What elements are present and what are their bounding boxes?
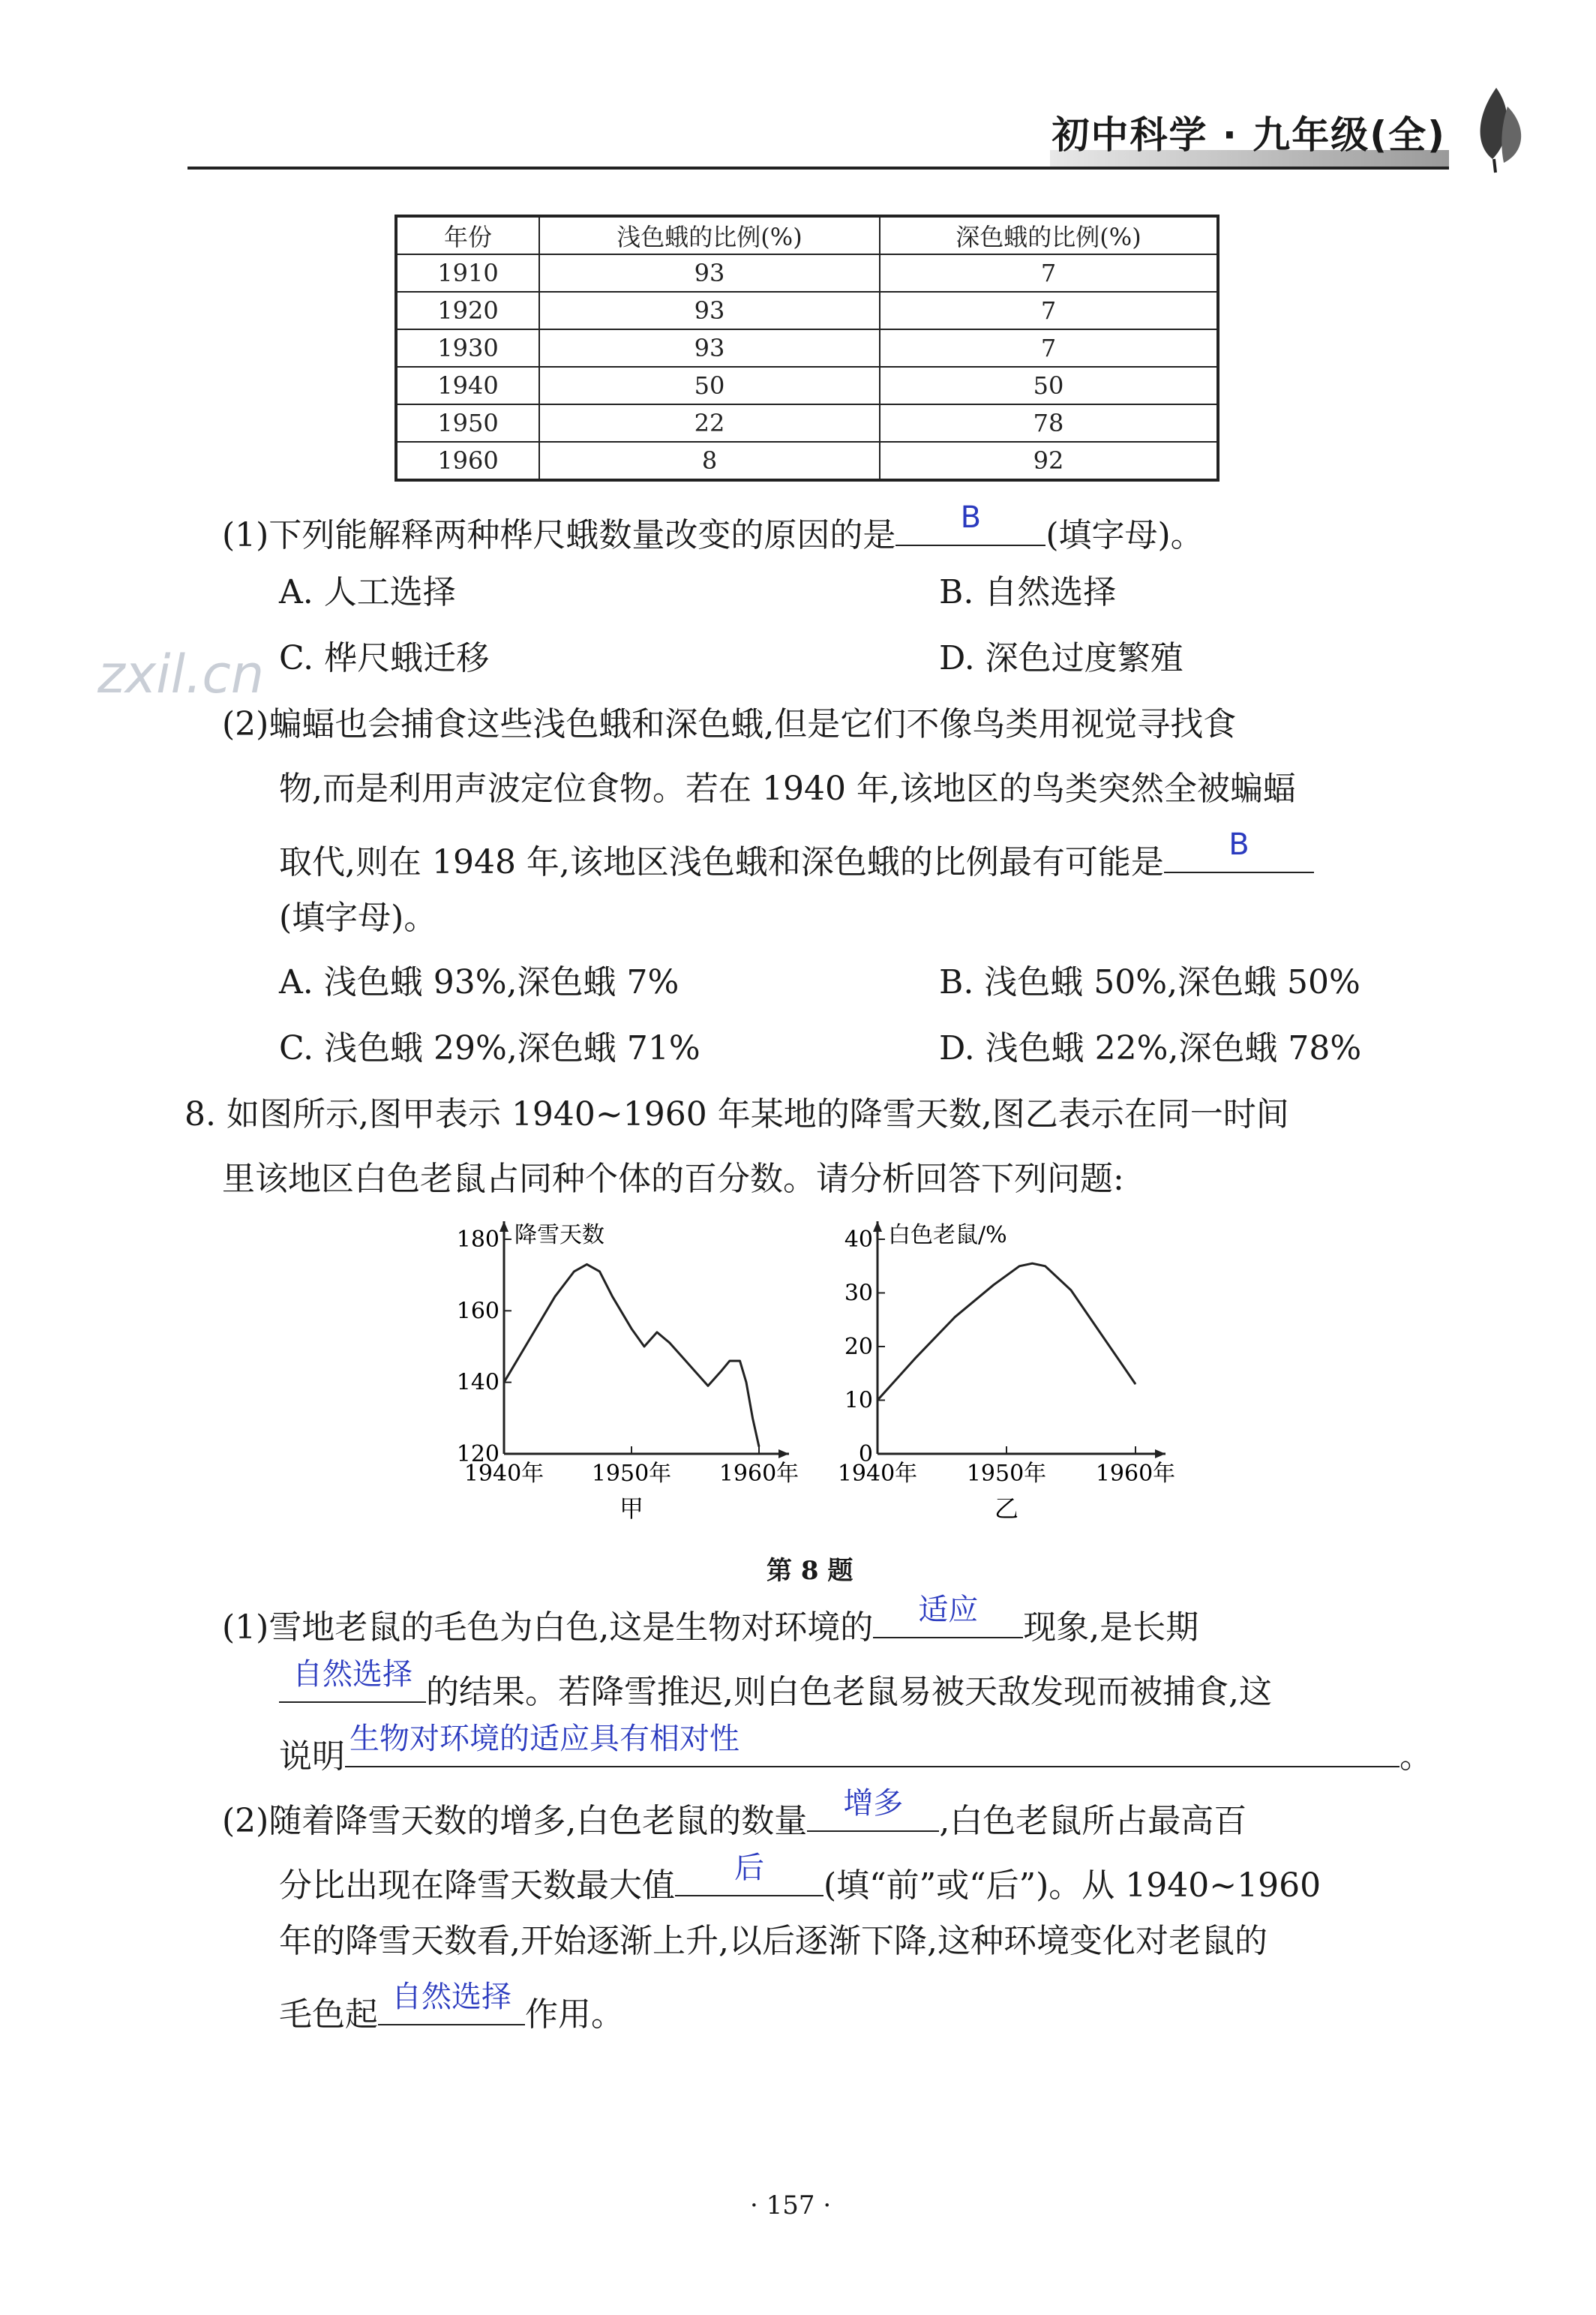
q8-part2-answer1: 增多 <box>843 1786 904 1821</box>
chart-title: 甲 <box>619 1494 644 1523</box>
q8-part1-l2-suffix: 的结果。若降雪推迟,则白色老鼠易被天敌发现而被捕食,这 <box>426 1673 1272 1711</box>
q8-part2-line4 <box>279 1980 624 2036</box>
data-point <box>586 1264 587 1265</box>
q8-part1-l1-prefix: (1)雪地老鼠的毛色为白色,这是生物对环境的 <box>222 1608 874 1647</box>
q8-part2-l4-suffix: 作用。 <box>525 1995 624 2034</box>
x-tick-label: 1960年 <box>718 1461 800 1487</box>
data-point <box>1122 1365 1123 1366</box>
q8-line1: 8. 如图所示,图甲表示 1940~1960 年某地的降雪天数,图乙表示在同一时间 <box>184 1095 1289 1133</box>
table-cell: 78 <box>880 404 1218 442</box>
x-tick-label: 1950年 <box>591 1461 672 1487</box>
page-number: · 157 · <box>750 2190 832 2220</box>
table-cell: 93 <box>539 254 880 292</box>
figure-caption: 第 8 题 <box>766 1556 854 1586</box>
header-dark-moth: 深色蛾的比例(%) <box>880 216 1218 254</box>
q8-part2-l2-prefix: 分比出现在降雪天数最大值 <box>279 1866 675 1905</box>
header-year: 年份 <box>396 216 539 254</box>
data-point <box>555 1296 556 1297</box>
y-tick-label: 0 <box>858 1441 873 1467</box>
table-cell: 7 <box>880 254 1218 292</box>
q7-part1-question <box>222 500 1204 557</box>
x-axis-arrow <box>778 1449 789 1458</box>
series-line <box>878 1263 1136 1400</box>
header-light-moth: 浅色蛾的比例(%) <box>539 216 880 254</box>
chart-title: 乙 <box>994 1494 1019 1523</box>
series-line <box>504 1264 759 1446</box>
q7-part2-line4: (填字母)。 <box>279 899 437 937</box>
y-axis-label: 白色老鼠/% <box>888 1222 1007 1248</box>
x-tick-label: 1940年 <box>837 1461 918 1487</box>
answer-blank <box>807 1786 939 1832</box>
data-point <box>682 1357 683 1358</box>
q7-part1-suffix: (填字母)。 <box>1046 516 1204 554</box>
q8-part1-l1-suffix: 现象,是长期 <box>1023 1608 1199 1647</box>
q8-part2-l2-suffix: (填“前”或“后”)。从 1940~1960 <box>824 1866 1322 1905</box>
y-tick-label: 140 <box>456 1369 500 1396</box>
table-cell: 93 <box>539 329 880 367</box>
option-c: C. 浅色蛾 29%,深色蛾 71% <box>279 1029 700 1067</box>
option-a: A. 浅色蛾 93%,深色蛾 7% <box>279 963 680 1001</box>
table-row <box>396 254 1218 292</box>
answer-blank <box>378 1980 525 2025</box>
table-cell: 22 <box>539 404 880 442</box>
table-cell: 1910 <box>396 254 539 292</box>
data-point <box>752 1418 753 1419</box>
x-tick-label: 1940年 <box>464 1461 544 1487</box>
option-a: A. 人工选择 <box>279 573 456 611</box>
q8-part2-line3: 年的降雪天数看,开始逐渐上升,以后逐渐下降,这种环境变化对老鼠的 <box>279 1922 1268 1960</box>
table-cell: 7 <box>880 292 1218 329</box>
header-rule <box>188 167 1449 170</box>
y-tick-label: 120 <box>456 1441 500 1467</box>
y-tick-label: 20 <box>844 1334 873 1360</box>
leaf-logo-icon <box>1462 84 1530 174</box>
data-point <box>612 1296 613 1297</box>
q7-part2-line3-text: 取代,则在 1948 年,该地区浅色蛾和深色蛾的比例最有可能是 <box>279 843 1164 881</box>
table-row <box>396 442 1218 480</box>
q8-part1-answer1: 适应 <box>918 1593 979 1627</box>
x-axis-arrow <box>1155 1449 1166 1458</box>
q8-part1-answer2: 自然选择 <box>292 1657 412 1692</box>
snow-days-chart <box>442 1214 818 1536</box>
moth-ratio-table <box>394 215 1220 482</box>
answer-blank <box>345 1722 1400 1767</box>
q8-part2-answer3: 自然选择 <box>392 1980 512 2014</box>
q8-part2-answer2: 后 <box>734 1851 764 1885</box>
table-cell: 1940 <box>396 367 539 404</box>
data-point <box>729 1361 730 1362</box>
data-point <box>504 1382 505 1383</box>
q8-part2-line2 <box>279 1851 1322 1907</box>
answer-blank <box>1164 827 1314 873</box>
option-c: C. 桦尺蛾迁移 <box>279 639 490 677</box>
table-row <box>396 367 1218 404</box>
option-b: B. 浅色蛾 50%,深色蛾 50% <box>939 963 1360 1001</box>
q7-part2-answer: B <box>1228 827 1250 862</box>
q8-part2-line1 <box>222 1786 1247 1842</box>
q8-part2-l4-prefix: 毛色起 <box>279 1995 378 2034</box>
table-row <box>396 404 1218 442</box>
answer-blank <box>279 1657 426 1703</box>
option-b: B. 自然选择 <box>939 573 1117 611</box>
q8-part1-line3 <box>279 1722 1432 1778</box>
q7-part1-prefix: (1)下列能解释两种桦尺蛾数量改变的原因的是 <box>222 516 896 554</box>
table-cell: 7 <box>880 329 1218 367</box>
q8-part1-l3-suffix: 。 <box>1400 1737 1432 1776</box>
table-cell: 92 <box>880 442 1218 480</box>
q8-part1-l3-prefix: 说明 <box>279 1737 345 1776</box>
y-tick-label: 10 <box>844 1387 873 1414</box>
data-point <box>1096 1327 1097 1328</box>
q8-part1-answer3: 生物对环境的适应具有相对性 <box>350 1722 740 1756</box>
data-point <box>746 1382 747 1383</box>
data-point <box>993 1284 994 1285</box>
q8-part2-l1-suffix: ,白色老鼠所占最高百 <box>939 1802 1247 1840</box>
table-cell: 1930 <box>396 329 539 367</box>
y-tick-label: 160 <box>456 1298 500 1325</box>
data-point <box>599 1271 600 1272</box>
data-point <box>1032 1263 1033 1264</box>
watermark: zxil.cn <box>98 644 265 705</box>
table-row <box>396 292 1218 329</box>
data-point <box>759 1446 760 1447</box>
q7-part2-line1: (2)蝙蝠也会捕食这些浅色蛾和深色蛾,但是它们不像鸟类用视觉寻找食 <box>222 705 1237 743</box>
y-tick-label: 180 <box>456 1227 500 1253</box>
q8-part1-line1 <box>222 1593 1199 1649</box>
table-header-row <box>396 216 1218 254</box>
q7-part1-answer: B <box>960 500 982 535</box>
answer-blank <box>873 1593 1023 1638</box>
y-axis-arrow <box>873 1221 882 1232</box>
option-d: D. 浅色蛾 22%,深色蛾 78% <box>939 1029 1362 1067</box>
y-tick-label: 40 <box>844 1227 873 1253</box>
table-cell: 8 <box>539 442 880 480</box>
answer-blank <box>896 500 1046 546</box>
y-tick-label: 30 <box>844 1280 873 1307</box>
data-point <box>721 1371 722 1372</box>
white-mouse-chart <box>818 1214 1208 1536</box>
table-row <box>396 329 1218 367</box>
q8-line2: 里该地区白色老鼠占同种个体的百分数。请分析回答下列问题: <box>222 1160 1124 1198</box>
answer-blank <box>675 1851 824 1896</box>
q7-part2-line3 <box>279 827 1314 884</box>
table-cell: 50 <box>539 367 880 404</box>
q8-part2-l1-prefix: (2)随着降雪天数的增多,白色老鼠的数量 <box>222 1802 808 1840</box>
y-axis-label: 降雪天数 <box>514 1222 604 1248</box>
header-title: 初中科学 · 九年级(全) <box>1052 113 1446 157</box>
q8-part1-line2 <box>279 1657 1272 1713</box>
table-cell: 1950 <box>396 404 539 442</box>
option-d: D. 深色过度繁殖 <box>939 639 1184 677</box>
x-tick-label: 1960年 <box>1095 1461 1176 1487</box>
q7-part2-line2: 物,而是利用声波定位食物。若在 1940 年,该地区的鸟类突然全被蝙蝠 <box>279 770 1296 808</box>
x-tick-label: 1950年 <box>966 1461 1047 1487</box>
table-cell: 93 <box>539 292 880 329</box>
table-cell: 1960 <box>396 442 539 480</box>
table-cell: 1920 <box>396 292 539 329</box>
data-point <box>695 1371 696 1372</box>
y-axis-arrow <box>500 1221 508 1232</box>
table-cell: 50 <box>880 367 1218 404</box>
